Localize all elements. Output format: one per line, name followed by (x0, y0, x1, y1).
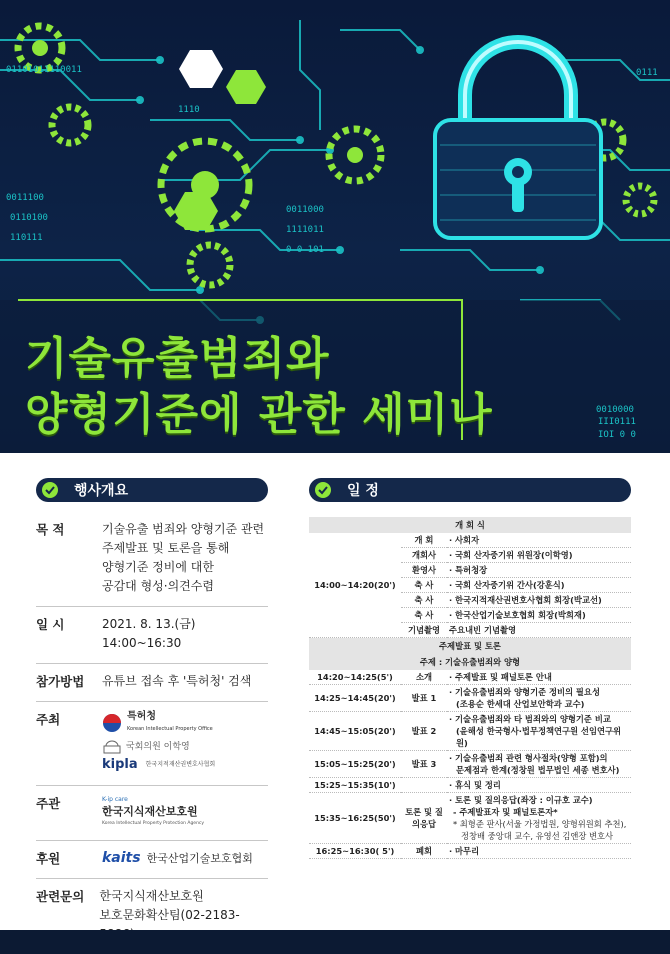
host-row: 주최 특허청 Korean Intellectual Property Office 국회의원 이학영 kipla 한국지적재산권변호사협회 (36, 702, 268, 786)
schedule-heading: 일 정 (309, 478, 631, 502)
svg-text:1111011: 1111011 (286, 225, 324, 235)
svg-text:110111: 110111 (10, 233, 43, 243)
table-row: 개회사 · 국회 산자중기위 위원장(이학영) (309, 548, 631, 563)
overview-list (36, 512, 268, 954)
svg-text:0011000: 0011000 (286, 205, 324, 215)
svg-text:0 0 101: 0 0 101 (286, 245, 324, 255)
assembly-logo: 국회의원 이학영 (102, 740, 215, 754)
table-row: 기념촬영 주요내빈 기념촬영 (309, 623, 631, 638)
talk-header: 주제발표 및 토론 (309, 638, 631, 654)
sponsor-row: 후원 kaits 한국산업기술보호협회 (36, 841, 268, 879)
svg-text:0110100: 0110100 (10, 213, 48, 223)
assembly-icon (102, 740, 122, 754)
kaits-logo: kaits 한국산업기술보호협회 (102, 850, 253, 866)
kipro-logo: K-ip care 한국지식재산보호원 Korea Intellectual Property Protection Agency (102, 796, 205, 826)
table-row: 14:00~14:20(20') 개 회 · 사회자 (309, 533, 631, 548)
table-row: 15:35~16:25(50') 토론 및 질의응답 · 토론 및 질의응답(좌장 : 이규호 교수) - 주제발표자 및 패널토론자* * 최형준 판사(서울 가정법원, 양형위원회 추천), 정창배 중앙대 교수, 유영선 김앤장 변호사 (309, 792, 631, 843)
title-line-1: 기술유출범죄와 (25, 333, 330, 384)
organizer-row: 주관 K-ip care 한국지식재산보호원 Korea Intellectual Property Protection Agency (36, 786, 268, 841)
check-icon (315, 482, 331, 498)
table-row: 16:25~16:30( 5') 폐회 · 마무리 (309, 843, 631, 858)
method-row: 참가방법 유튜브 접속 후 '특허청' 검색 (36, 664, 268, 702)
schedule-table (309, 517, 631, 859)
title-line-2: 양형기준에 관한 세미나 (25, 389, 493, 440)
svg-text:III0111: III0111 (598, 417, 636, 427)
overview-heading: 행사개요 (36, 478, 268, 502)
footer-band (0, 930, 670, 948)
table-row: 14:25~14:45(20') 발표 1 · 기술유출범죄와 양형기준 정비의 필요성 (조용순 한세대 산업보안학과 교수) (309, 684, 631, 711)
svg-text:0010000: 0010000 (596, 405, 634, 415)
kipo-logo: 특허청 Korean Intellectual Property Office (102, 710, 215, 736)
contact-row: 관련문의 한국지식재산보호원 보호문화확산팀(02-2183- (36, 889, 240, 922)
date-row: 일 시 2021. 8. 13.(금) 14:00~16:30 (36, 607, 268, 664)
table-row: 15:05~15:25(20') 발표 3 · 기술유출범죄 관련 형사절차(양형 포함)의 문제점과 한계(정창원 법무법인 세종 변호사) (309, 750, 631, 777)
svg-text:IOI 0 0: IOI 0 0 (598, 430, 636, 440)
talk-subheader: 주제 : 기술유출범죄와 양형 (309, 654, 631, 670)
svg-text:1110: 1110 (178, 105, 200, 115)
svg-text:0011100: 0011100 (6, 193, 44, 203)
table-row: 15:25~15:35(10') · 휴식 및 정리 (309, 777, 631, 792)
table-row: 14:20~14:25(5') 소개 · 주제발표 및 패널토론 안내 (309, 670, 631, 685)
table-row: 축 사 · 한국산업기술보호협회 회장(박희재) (309, 608, 631, 623)
opening-header: 개 회 식 (309, 517, 631, 533)
svg-text:01101011110011: 01101011110011 (6, 65, 82, 75)
taegeuk-icon (102, 713, 122, 733)
table-row: 환영사 · 특허청장 (309, 563, 631, 578)
table-row: 축 사 · 국회 산자중기위 간사(강훈식) (309, 578, 631, 593)
hero-banner (0, 0, 670, 453)
check-icon (42, 482, 58, 498)
table-row: 14:45~15:05(20') 발표 2 · 기술유출범죄와 타 범죄와의 양형기준 비교 (윤해성 한국형사·법무정책연구원 선임연구위원) (309, 711, 631, 750)
purpose-row: 목 적 기술유출 범죄와 양형기준 관련 주제발표 및 토론을 통해 양형기준 정비에 대한 공감대 형성·의견수렴 (36, 512, 268, 607)
kipla-logo: kipla 한국지적재산권변호사협회 (102, 757, 216, 772)
svg-text:0111: 0111 (636, 68, 658, 78)
table-row: 축 사 · 한국지적재산권변호사협회 회장(박교선) (309, 593, 631, 608)
